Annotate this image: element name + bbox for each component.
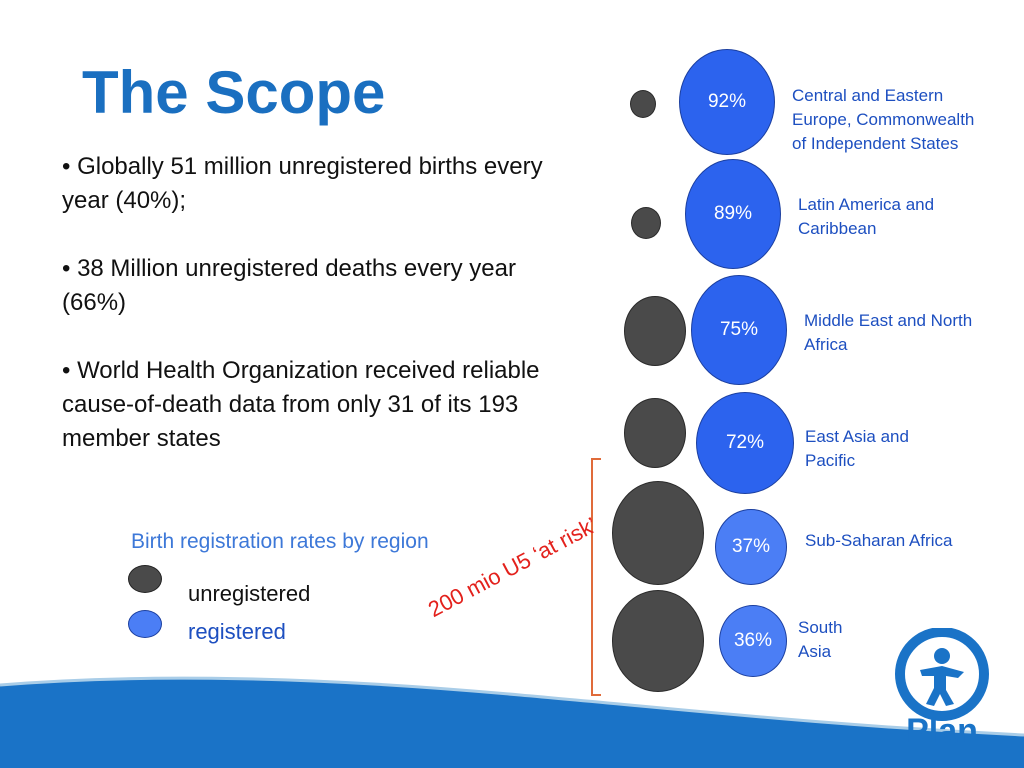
region-label-ssa: Sub-Saharan Africa: [805, 531, 953, 550]
slide-title: The Scope: [82, 59, 386, 126]
registered-circle-mena: 75%: [691, 275, 787, 385]
unregistered-circle-mena: [624, 296, 686, 366]
registered-circle-ceecis: 92%: [679, 49, 775, 155]
legend-caption: Birth registration rates by region: [131, 530, 429, 553]
legend-unregistered-label: unregistered: [188, 581, 311, 606]
plan-logo: [886, 628, 998, 752]
unregistered-circle-ssa: [612, 481, 704, 585]
unregistered-circle-lac: [631, 207, 661, 239]
legend-unregistered-dot: [128, 565, 162, 593]
region-label-sa: South Asia: [798, 618, 843, 661]
bullet-deaths: • 38 Million unregistered deaths every year (66%): [62, 255, 516, 316]
registered-circle-eap: 72%: [696, 392, 794, 494]
registered-circle-lac: 89%: [685, 159, 781, 269]
bullet-births: • Globally 51 million unregistered births every year (40%);: [62, 153, 543, 214]
bullet-who: • World Health Organization received reliable cause-of-death data from only 31 of its 193 member states: [62, 357, 540, 452]
legend-registered-label: registered: [188, 619, 286, 644]
unregistered-circle-ceecis: [630, 90, 656, 118]
region-label-eap: East Asia and Pacific: [805, 427, 909, 470]
region-label-ceecis: Central and Eastern Europe, Commonwealth of Independent States: [792, 86, 975, 153]
bottom-wave: [0, 665, 1024, 768]
registered-circle-sa: 36%: [719, 605, 787, 677]
legend-registered-dot: [128, 610, 162, 638]
risk-bracket: [591, 458, 601, 696]
risk-label: 200 mio U5 ‘at risk’: [424, 512, 601, 623]
bullet-list: [62, 150, 562, 456]
plan-logo-text: Plan: [906, 712, 978, 750]
region-label-mena: Middle East and North Africa: [804, 311, 973, 354]
registered-circle-ssa: 37%: [715, 509, 787, 585]
region-label-lac: Latin America and Caribbean: [798, 195, 935, 238]
unregistered-circle-eap: [624, 398, 686, 468]
